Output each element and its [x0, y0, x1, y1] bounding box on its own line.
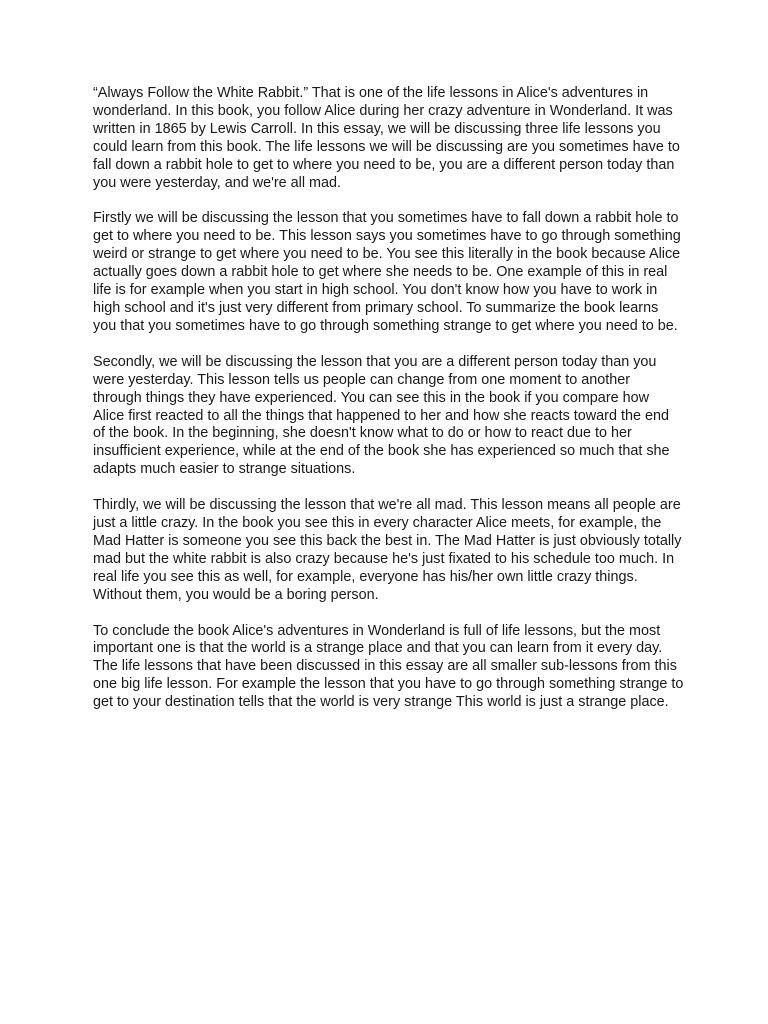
- text-line: Firstly we will be discussing the lesson that you sometimes have to fall down a rabbit hole to: [93, 210, 679, 227]
- paragraph-second-lesson: [93, 354, 693, 479]
- text-line: actually goes down a rabbit hole to get where she needs to be. One example of this in real: [93, 264, 668, 281]
- text-line: you that you sometimes have to go through something strange to get where you need to be.: [93, 317, 678, 334]
- text-line: To conclude the book Alice's adventures in Wonderland is full of life lessons, but the most: [93, 622, 661, 639]
- text-line: one big life lesson. For example the lesson that you have to go through something strange to: [93, 676, 684, 693]
- paragraph-first-lesson: [93, 210, 693, 335]
- text-line: written in 1865 by Lewis Carroll. In this essay, we will be discussing three life lessons you: [93, 120, 661, 137]
- text-line: wonderland. In this book, you follow Alice during her crazy adventure in Wonderland. It was: [93, 102, 673, 119]
- text-line: Alice first reacted to all the things that happened to her and how she reacts toward the end: [93, 407, 669, 424]
- text-line: mad but the white rabbit is also crazy because he's just fixated to his schedule too much. In: [93, 550, 675, 567]
- text-line: get to your destination tells that the world is very strange This world is just a strange place.: [93, 694, 669, 711]
- text-line: life is for example when you start in high school. You don't know how you have to work in: [93, 282, 658, 299]
- text-line: just a little crazy. In the book you see this in every character Alice meets, for example, the: [93, 515, 662, 532]
- text-line: insufficient experience, while at the end of the book she has experienced so much that she: [93, 443, 670, 460]
- text-line: get to where you need to be. This lesson says you sometimes have to go through something: [93, 228, 681, 245]
- text-line: “Always Follow the White Rabbit.” That is one of the life lessons in Alice's adventures in: [93, 85, 649, 101]
- essay-body: [93, 85, 693, 730]
- paragraph-conclusion: [93, 623, 693, 713]
- text-line: Secondly, we will be discussing the lesson that you are a different person today than you: [93, 353, 657, 370]
- text-line: Mad Hatter is someone you see this back the best in. The Mad Hatter is just obviously totally: [93, 532, 682, 549]
- text-line: you were yesterday, and we're all mad.: [93, 174, 342, 191]
- text-line: through things they have experienced. You can see this in the book if you compare how: [93, 389, 650, 406]
- text-line: Thirdly, we will be discussing the lesson that we're all mad. This lesson means all people are: [93, 497, 681, 514]
- text-line: high school and it's just very different from primary school. To summarize the book learns: [93, 299, 659, 316]
- text-line: weird or strange to get where you need to be. You see this literally in the book because Alice: [93, 246, 681, 263]
- text-line: were yesterday. This lesson tells us people can change from one moment to another: [93, 371, 631, 388]
- text-line: important one is that the world is a strange place and that you can learn from it every day.: [93, 640, 663, 657]
- text-line: adapts much easier to strange situations.: [93, 461, 356, 478]
- text-line: fall down a rabbit hole to get to where you need to be, you are a different person today than: [93, 156, 675, 173]
- paragraph-intro: [93, 85, 693, 192]
- paragraph-third-lesson: [93, 497, 693, 604]
- text-line: real life you see this as well, for example, everyone has his/her own little crazy things.: [93, 568, 638, 585]
- text-line: Without them, you would be a boring person.: [93, 586, 379, 603]
- text-line: of the book. In the beginning, she doesn't know what to do or how to react due to her: [93, 425, 632, 442]
- text-line: The life lessons that have been discussed in this essay are all smaller sub-lessons from this: [93, 658, 677, 675]
- text-line: could learn from this book. The life lessons we will be discussing are you sometimes have to: [93, 138, 680, 155]
